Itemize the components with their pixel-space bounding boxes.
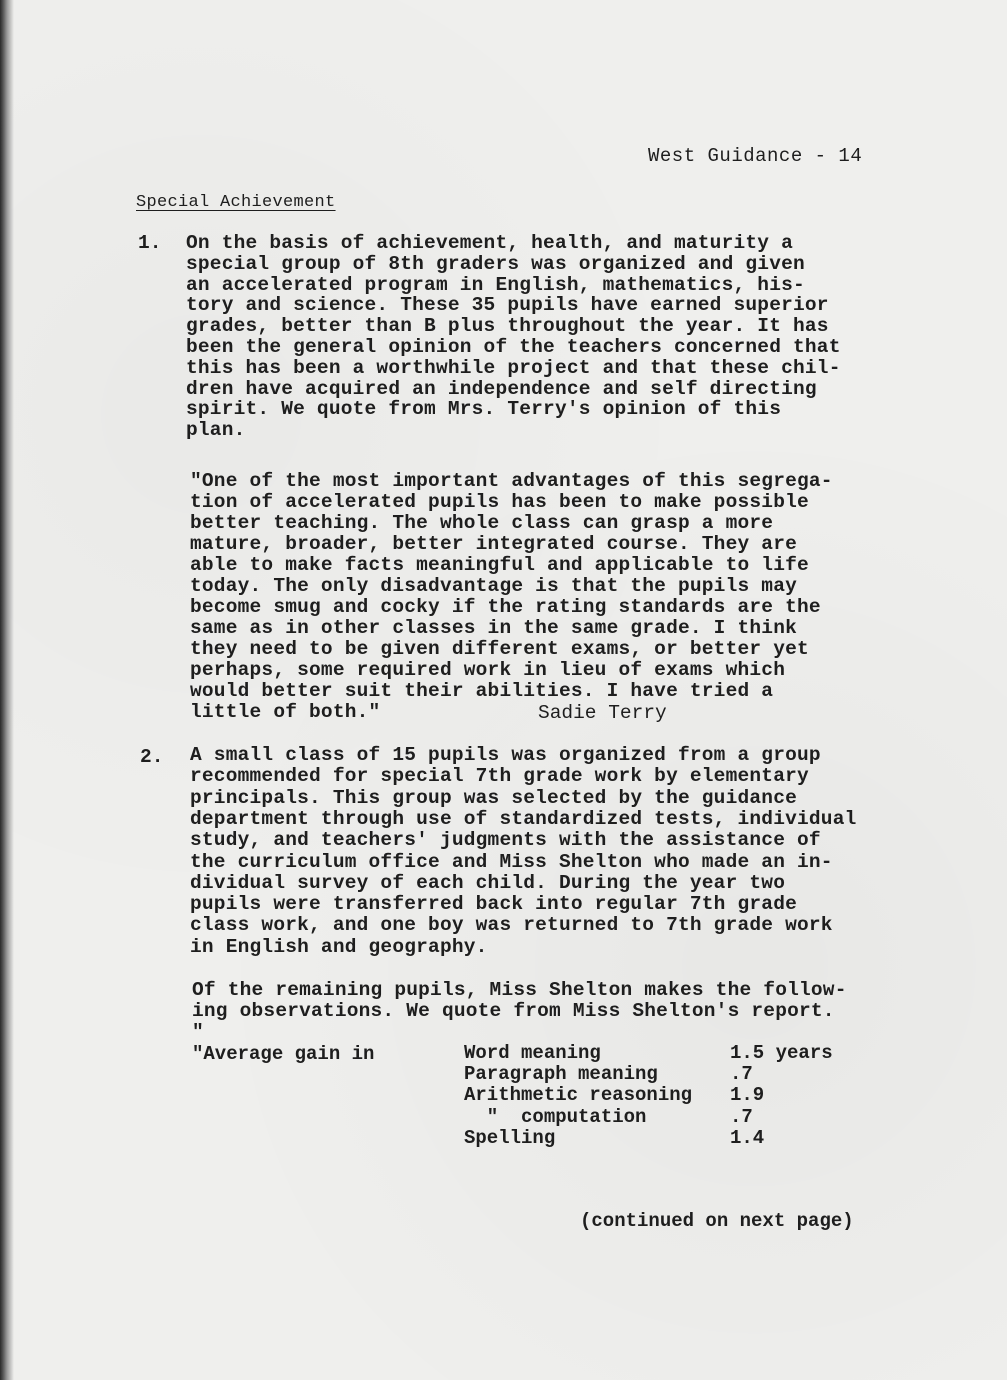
text-line: pupils were transferred back into regular 7th grade	[190, 893, 797, 916]
text-line: this has been a worthwhile project and that these chil-	[186, 356, 841, 379]
gain-value: .7	[730, 1063, 753, 1086]
text-line: "One of the most important advantages of this segrega-	[190, 470, 833, 492]
text-line: tory and science. These 35 pupils have earned superior	[186, 294, 829, 317]
text-line: "	[192, 1021, 204, 1043]
gain-item: Paragraph meaning	[464, 1063, 658, 1086]
text-line: become smug and cocky if the rating standards are the	[190, 596, 821, 618]
text-line: would better suit their abilities. I have tried a	[190, 680, 774, 702]
text-line: dren have acquired an independence and self directing	[186, 377, 817, 400]
gain-table-label: "Average gain in	[192, 1043, 375, 1065]
gain-value: 1.5 years	[730, 1042, 833, 1064]
section-heading: Special Achievement	[136, 193, 336, 212]
text-line: ing observations. We quote from Miss Shelton's report.	[192, 1000, 835, 1022]
text-line: able to make facts meaningful and applicable to life	[190, 554, 809, 576]
text-line: tion of accelerated pupils has been to make possible	[190, 491, 809, 513]
gain-value: 1.9	[730, 1084, 765, 1107]
text-line: special group of 8th graders was organized and given	[186, 252, 805, 275]
text-line: plan.	[186, 419, 246, 442]
text-line: mature, broader, better integrated course. They are	[190, 533, 797, 555]
text-line: principals. This group was selected by the guidance	[190, 786, 797, 809]
text-line: On the basis of achievement, health, and maturity a	[186, 232, 793, 254]
text-line: in English and geography.	[190, 935, 488, 958]
gain-value: .7	[730, 1105, 753, 1128]
text-line: department through use of standardized tests, individual	[190, 807, 857, 830]
text-line: better teaching. The whole class can grasp a more	[190, 512, 774, 534]
page-header: West Guidance - 14	[648, 145, 863, 167]
gain-item: " computation	[464, 1105, 647, 1128]
text-line: today. The only disadvantage is that the pupils may	[190, 575, 797, 597]
gain-item: Word meaning	[464, 1042, 601, 1064]
item-number: 2.	[140, 746, 164, 768]
text-line: an accelerated program in English, mathematics, his-	[186, 273, 805, 296]
text-line: perhaps, some required work in lieu of exams which	[190, 659, 786, 681]
gain-item: Spelling	[464, 1126, 556, 1149]
gain-item: Arithmetic reasoning	[464, 1084, 693, 1107]
text-line: they need to be given different exams, or better yet	[190, 638, 809, 660]
quote-signature: Sadie Terry	[538, 702, 667, 724]
text-line: A small class of 15 pupils was organized from a group	[190, 744, 821, 766]
text-line: dividual survey of each child. During the year two	[190, 871, 786, 894]
item-number: 1.	[138, 232, 162, 254]
text-line: grades, better than B plus throughout the year. It has	[186, 315, 829, 338]
text-line: been the general opinion of the teachers concerned that	[186, 336, 841, 358]
text-line: study, and teachers' judgments with the assistance of	[190, 829, 821, 852]
text-line: little of both."	[190, 701, 381, 723]
text-line: the curriculum office and Miss Shelton who made an in-	[190, 850, 833, 873]
text-line: Of the remaining pupils, Miss Shelton makes the follow-	[192, 979, 847, 1001]
gain-value: 1.4	[730, 1126, 765, 1149]
text-line: spirit. We quote from Mrs. Terry's opinion of this	[186, 398, 782, 421]
scan-edge-shadow	[0, 0, 14, 1380]
text-line: class work, and one boy was returned to 7th grade work	[190, 914, 833, 937]
text-line: recommended for special 7th grade work by elementary	[190, 765, 809, 788]
continued-note: (continued on next page)	[580, 1210, 854, 1232]
text-line: same as in other classes in the same grade. I think	[190, 617, 797, 639]
